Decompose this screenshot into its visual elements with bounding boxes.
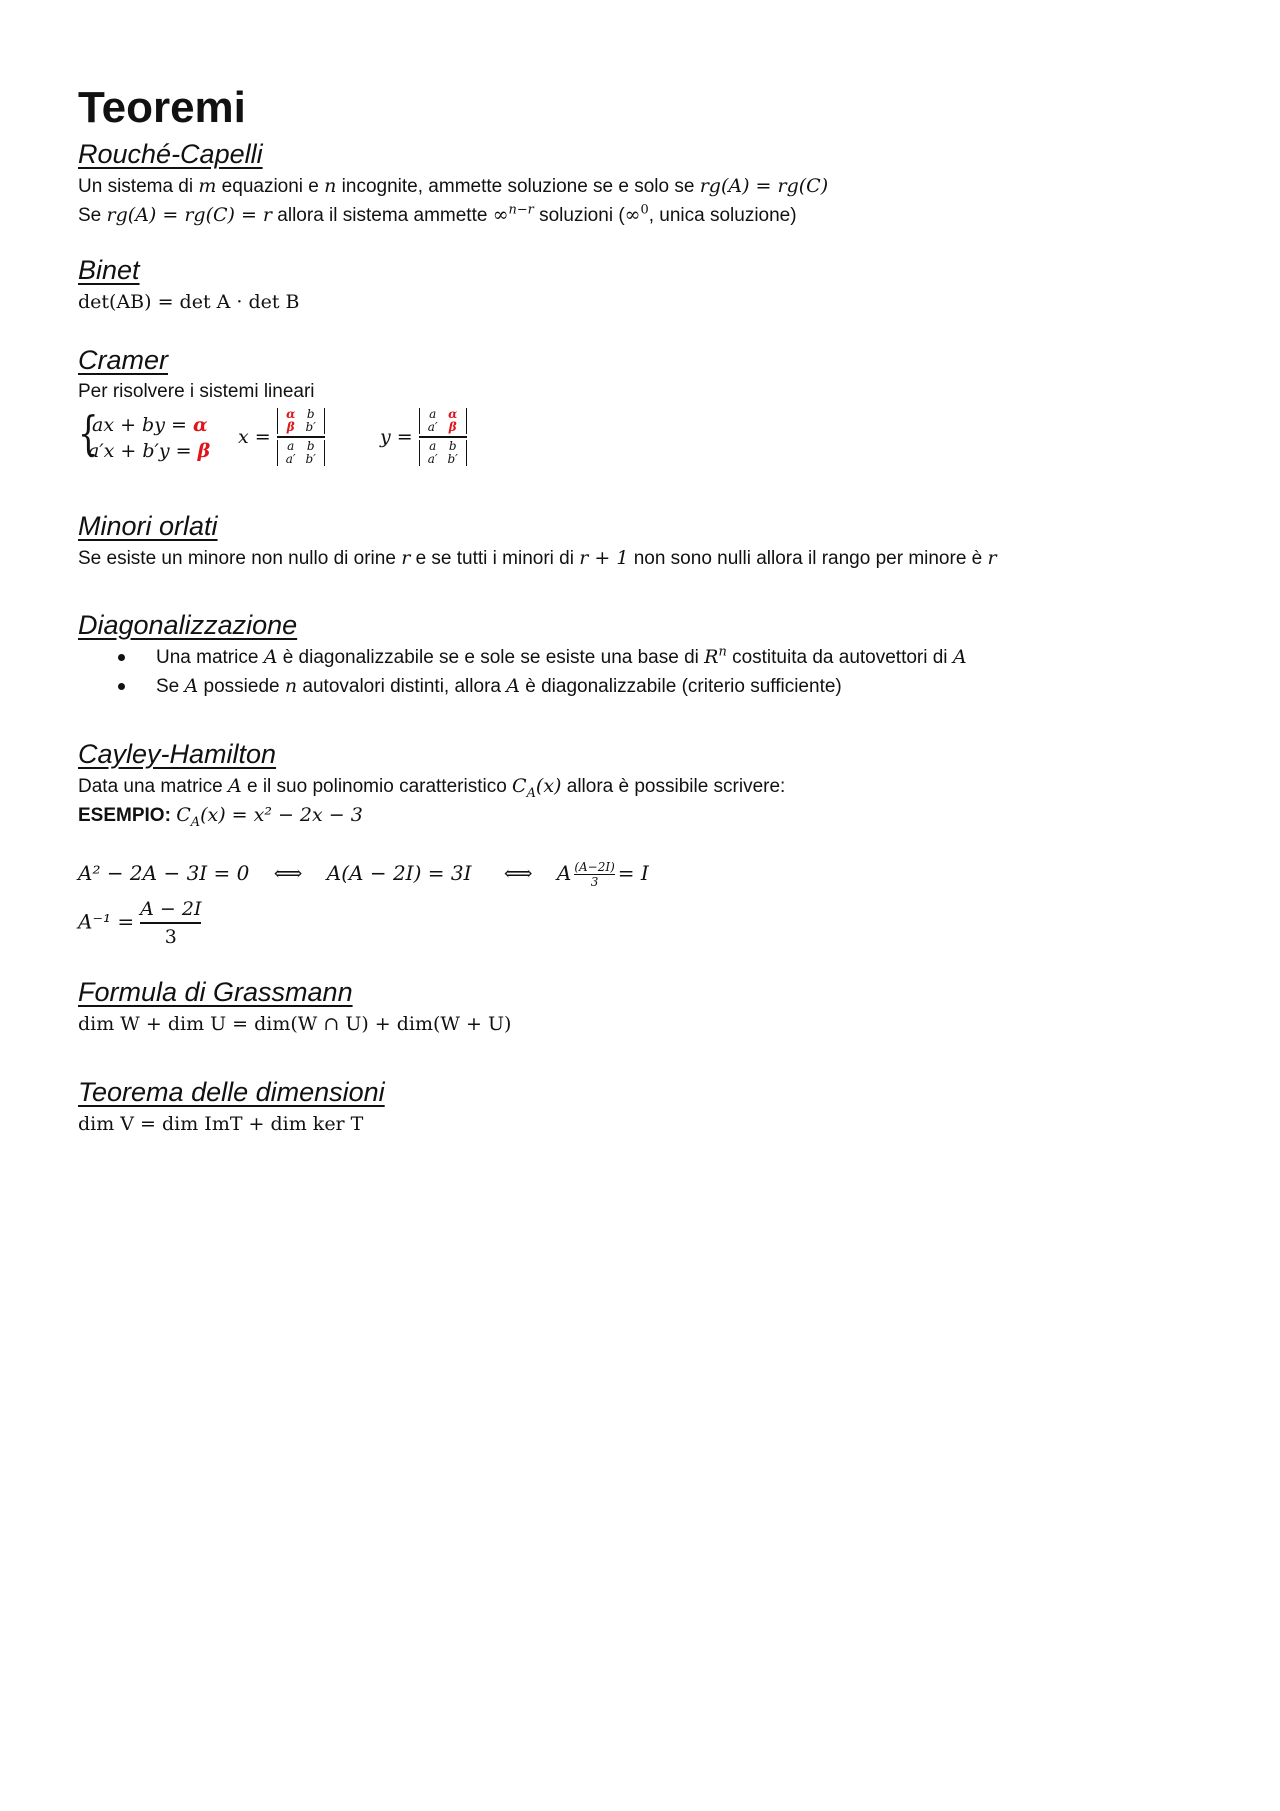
- cell: α: [286, 407, 296, 421]
- math-n: n: [324, 175, 337, 197]
- text: possiede: [198, 676, 285, 697]
- fraction-bar: [419, 436, 467, 438]
- math-rank-equality: rg(A) = rg(C): [699, 175, 829, 197]
- cell: b: [306, 407, 315, 421]
- alpha: α: [192, 414, 208, 436]
- left-brace: {: [78, 406, 99, 460]
- text: costituita da autovettori di: [726, 647, 953, 668]
- cell: a: [287, 438, 295, 453]
- text: ax + by =: [92, 414, 193, 436]
- text: allora è possibile scrivere:: [561, 776, 786, 797]
- iff-symbol: ⟺: [273, 861, 303, 885]
- infinity-symbol: ∞: [624, 204, 641, 226]
- determinant-denominator: [277, 440, 325, 466]
- section-diagonalizzazione: [78, 607, 1178, 701]
- math-R: R: [704, 646, 719, 668]
- math-subscript: A: [190, 814, 201, 830]
- section-dimensioni: [78, 1074, 385, 1138]
- text: Se: [78, 205, 107, 226]
- cell: β: [286, 420, 295, 434]
- binet-formula: det(AB) = det A · det B: [78, 291, 300, 313]
- page-title: Teoremi: [78, 83, 246, 132]
- math-exponent: n: [718, 644, 727, 660]
- diag-bullet-list: [78, 643, 1178, 701]
- math-r-plus-1: r + 1: [579, 547, 629, 569]
- inverse-fraction: [140, 896, 201, 950]
- heading-cramer: Cramer: [78, 345, 169, 375]
- cell: b′: [447, 451, 458, 466]
- text: autovalori distinti, allora: [297, 676, 507, 697]
- math-r: r: [401, 547, 411, 569]
- text: a′x + b′y =: [88, 440, 198, 462]
- cramer-y-fraction: [380, 408, 467, 466]
- cell: α: [448, 407, 458, 421]
- text: Se: [156, 676, 185, 697]
- math-A: A: [184, 675, 199, 697]
- cayley-example: [78, 801, 1078, 830]
- small-fraction: [574, 860, 614, 889]
- text: soluzioni (: [533, 205, 625, 226]
- inverse-label: A⁻¹ =: [78, 909, 135, 934]
- cell: b′: [305, 451, 316, 466]
- y-label: y =: [380, 425, 413, 448]
- text: incognite, ammette soluzione se e solo se: [336, 176, 700, 197]
- text: equazioni e: [216, 176, 325, 197]
- equation-1: A² − 2A − 3I = 0: [78, 861, 250, 885]
- iff-symbol: ⟺: [503, 861, 533, 885]
- text: e il suo polinomio caratteristico: [241, 776, 513, 797]
- section-binet: [78, 252, 300, 316]
- list-item: [78, 672, 1178, 701]
- heading-minori-orlati: Minori orlati: [78, 511, 218, 541]
- math-A: A: [506, 675, 520, 697]
- text: Una matrice: [156, 647, 264, 668]
- cell: a′: [285, 451, 296, 466]
- system-equation-2: [88, 438, 210, 464]
- rouche-line-2: [78, 201, 828, 230]
- heading-diagonalizzazione: Diagonalizzazione: [78, 610, 298, 640]
- section-cayley-hamilton: [78, 736, 1078, 976]
- minori-text: [78, 544, 997, 573]
- cell: a′: [427, 420, 438, 434]
- math-m: m: [198, 175, 217, 197]
- bullet-icon: [118, 683, 125, 690]
- math-n: n: [284, 675, 298, 697]
- text: allora il sistema ammette: [272, 205, 493, 226]
- math-C: C: [512, 775, 527, 797]
- cramer-system: [78, 406, 678, 482]
- text: Un sistema di: [78, 176, 199, 197]
- math-exponent: n−r: [508, 202, 534, 218]
- math-arg: (x): [535, 775, 562, 797]
- rouche-line-1: [78, 172, 828, 201]
- math-exponent: 0: [640, 202, 649, 218]
- system-equation-1: [92, 412, 208, 438]
- text: è diagonalizzabile se e sole se esiste una base di: [277, 647, 705, 668]
- math-characteristic-polynomial: (x) = x² − 2x − 3: [200, 804, 363, 826]
- list-item: [78, 643, 1178, 672]
- heading-grassmann: Formula di Grassmann: [78, 977, 353, 1007]
- beta: β: [197, 440, 211, 462]
- x-label: x =: [238, 425, 271, 448]
- determinant-numerator: [419, 408, 467, 434]
- determinant-numerator: [277, 408, 325, 434]
- text: e se tutti i minori di: [410, 548, 580, 569]
- text: è diagonalizzabile (criterio sufficiente): [519, 676, 842, 697]
- cell: b: [306, 438, 315, 453]
- determinant-denominator: [419, 440, 467, 466]
- denominator: 3: [590, 875, 599, 889]
- dimensioni-formula: dim V = dim ImT + dim ker T: [78, 1113, 364, 1135]
- cramer-x-fraction: [238, 408, 325, 466]
- section-grassmann: [78, 974, 511, 1038]
- math-C: C: [176, 804, 191, 826]
- math-subscript: A: [526, 785, 536, 801]
- equation-2: A(A − 2I) = 3I: [326, 861, 472, 885]
- infinity-symbol: ∞: [492, 204, 509, 226]
- heading-cayley-hamilton: Cayley-Hamilton: [78, 739, 277, 769]
- section-rouche-capelli: [78, 136, 828, 230]
- grassmann-formula: dim W + dim U = dim(W ∩ U) + dim(W + U): [78, 1013, 512, 1035]
- text: non sono nulli allora il rango per minore è: [628, 548, 988, 569]
- numerator: A − 2I: [140, 898, 202, 920]
- math-A: A: [952, 646, 967, 668]
- heading-dimensioni: Teorema delle dimensioni: [78, 1077, 385, 1107]
- text: , unica soluzione): [648, 205, 797, 226]
- cayley-intro: [78, 772, 1078, 801]
- equation-3-left: A: [556, 861, 572, 885]
- bullet-icon: [118, 654, 125, 661]
- text: Data una matrice: [78, 776, 228, 797]
- text: Se esiste un minore non nullo di orine: [78, 548, 402, 569]
- cell: β: [448, 420, 457, 434]
- heading-rouche-capelli: Rouché-Capelli: [78, 139, 263, 169]
- cell: a: [429, 438, 437, 453]
- equation-3-right: = I: [617, 861, 649, 885]
- fraction-bar: [277, 436, 325, 438]
- cramer-intro: Per risolvere i sistemi lineari: [78, 381, 315, 402]
- cell: b: [448, 438, 457, 453]
- section-minori-orlati: [78, 508, 997, 573]
- numerator: (A−2I): [574, 860, 615, 874]
- math-r: r: [987, 547, 997, 569]
- math-A: A: [227, 775, 242, 797]
- heading-binet: Binet: [78, 255, 140, 285]
- denominator: 3: [164, 925, 177, 948]
- cell: a′: [427, 451, 438, 466]
- example-label: ESEMPIO:: [78, 805, 171, 826]
- math-rank-r: rg(A) = rg(C) = r: [106, 204, 273, 226]
- cayley-equation-chain: [78, 860, 649, 889]
- cell: a: [429, 407, 437, 421]
- cell: b′: [305, 420, 316, 434]
- math-A: A: [263, 646, 278, 668]
- cayley-inverse: [78, 896, 201, 950]
- section-cramer: [78, 342, 678, 482]
